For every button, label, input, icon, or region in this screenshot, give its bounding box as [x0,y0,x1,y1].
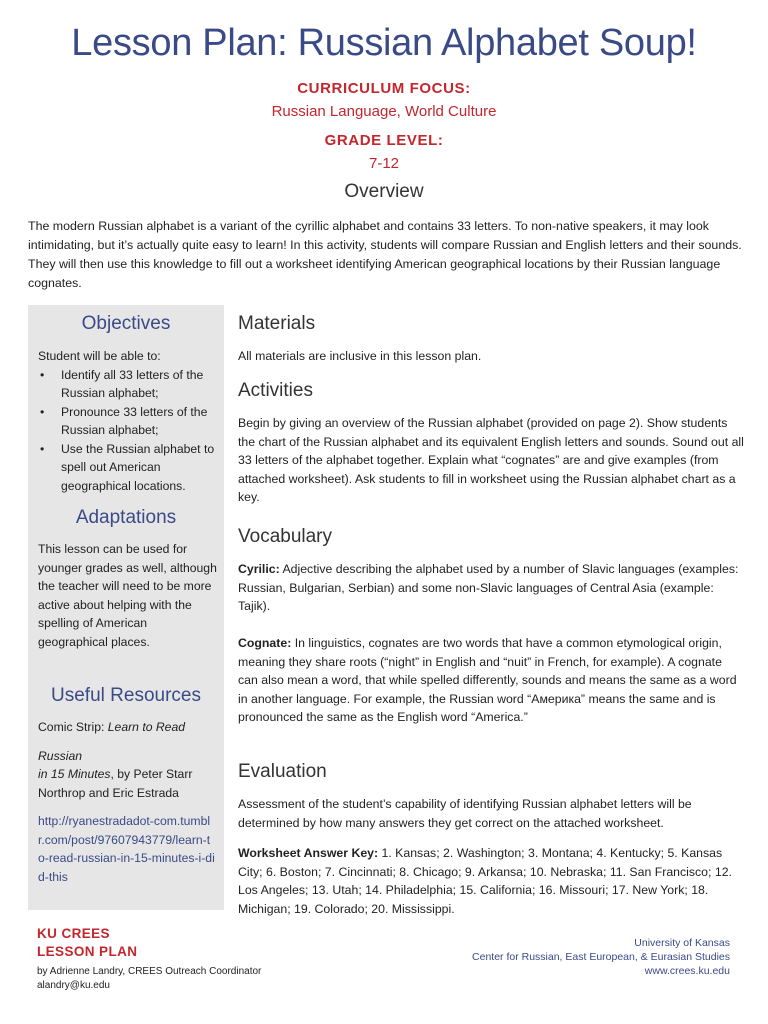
resource-prefix: Comic Strip: [38,720,108,734]
resource-author: , by Peter Starr Northrop and Eric Estrada [38,767,193,800]
sidebar [28,305,224,910]
page-title: Lesson Plan: Russian Alphabet Soup! [71,22,697,64]
resource-link[interactable]: http://ryanestradadot-com.tumblr.com/post/97607943779/learn-to-read-russian-in-15-minutes-i-did-this [38,814,215,884]
cognate-def: In linguistics, cognates are two words that have a common etymological origin, meaning they share roots (“night” in English and “nuit” in French, for example). A cognate can also mean a word, that while spelled differently, sounds and means the same as a word in another language. For example, the Russian word “Америка” means the same and is pronounced the same as the English word “America.” [238,636,737,724]
objectives-heading: Objectives [81,313,171,334]
adaptations-heading: Adaptations [75,507,177,528]
cyrilic-term: Cyrilic: [238,562,280,576]
vocabulary-heading: Vocabulary [238,526,333,547]
resource-title-3: in 15 Minutes [38,767,111,781]
grade-level-label: GRADE LEVEL: [324,132,444,149]
activities-text: Begin by giving an overview of the Russian alphabet (provided on page 2). Show students the chart of the Russian alphabet and its equivalent English letters and sounds. Sound out all 33 letters of the alphabet together. Explain what “cognates” are and give examples (from attached worksheet). Ask students to fill in worksheet using the Russian alphabet chart as a key. [238,416,744,504]
list-item: • Pronounce 33 letters of the Russian alphabet; [38,403,218,440]
curriculum-focus-value: Russian Language, World Culture [271,103,497,120]
footer-email[interactable]: alandry@ku.edu [37,980,110,991]
grade-level-value: 7-12 [368,155,400,172]
footer-website[interactable]: www.crees.ku.edu [644,965,730,977]
objectives-list [38,366,218,496]
list-item: • Identify all 33 letters of the Russian alphabet; [38,366,218,403]
resources-heading: Useful Resources [51,685,201,706]
evaluation-text: Assessment of the student’s capability of identifying Russian alphabet letters will be determined by how many answers they get correct on the attached worksheet. [238,797,692,830]
answer-key-text: 1. Kansas; 2. Washington; 3. Montana; 4. Kentucky; 5. Kansas City; 6. Boston; 7. Cincinnati; 8. Chicago; 9. Arkansa; 10. Nebraska; 11. San Francisco; 12. Los Angeles; 13. Utah; 14. Philadelphia; 15. California; 16. Missouri; 17. New York; 18. Michigan; 19. Colorado; 20. Mississippi. [238,846,732,916]
list-item: • Use the Russian alphabet to spell out American geographical locations. [38,440,218,496]
answer-key [238,844,744,918]
evaluation-heading: Evaluation [238,761,327,782]
objectives-intro: Student will be able to: [38,349,161,363]
resource-title-1: Learn to Read [107,720,186,734]
materials-heading: Materials [238,313,316,334]
curriculum-focus-label: CURRICULUM FOCUS: [297,80,471,97]
cognate-term: Cognate: [238,636,292,650]
footer-doc-type: LESSON PLAN [37,944,138,959]
cognate-definition [238,634,744,727]
overview-heading: Overview [344,181,424,202]
footer-org: KU CREES [37,926,110,941]
activities-heading: Activities [238,380,313,401]
adaptations-text: This lesson can be used for younger grades as well, although the teacher will need to be more active about helping with the spelling of American geographical places. [38,542,217,649]
objectives-block [38,347,218,495]
footer-center: Center for Russian, East European, & Eurasian Studies [472,951,730,963]
footer-university: University of Kansas [634,937,730,949]
overview-text: The modern Russian alphabet is a variant of the cyrillic alphabet and contains 33 letters. To non-native speakers, it may look intimidating, but it’s actually quite easy to learn! In this activity, students will compare Russian and English letters and their sounds. They will then use this knowledge to fill out a worksheet identifying American geographical locations by their Russian language cognates. [28,219,742,290]
resources-block [38,718,218,886]
cyrilic-definition [238,560,744,616]
cyrilic-def: Adjective describing the alphabet used by a number of Slavic languages (examples: Russian, Bulgarian, Serbian) and some non-Slavic languages of Central Asia (example: Tajik). [238,562,739,613]
materials-text: All materials are inclusive in this lesson plan. [238,349,482,363]
answer-key-label: Worksheet Answer Key: [238,846,379,860]
footer-author: by Adrienne Landry, CREES Outreach Coordinator [37,966,262,977]
resource-title-2: Russian [38,748,83,763]
